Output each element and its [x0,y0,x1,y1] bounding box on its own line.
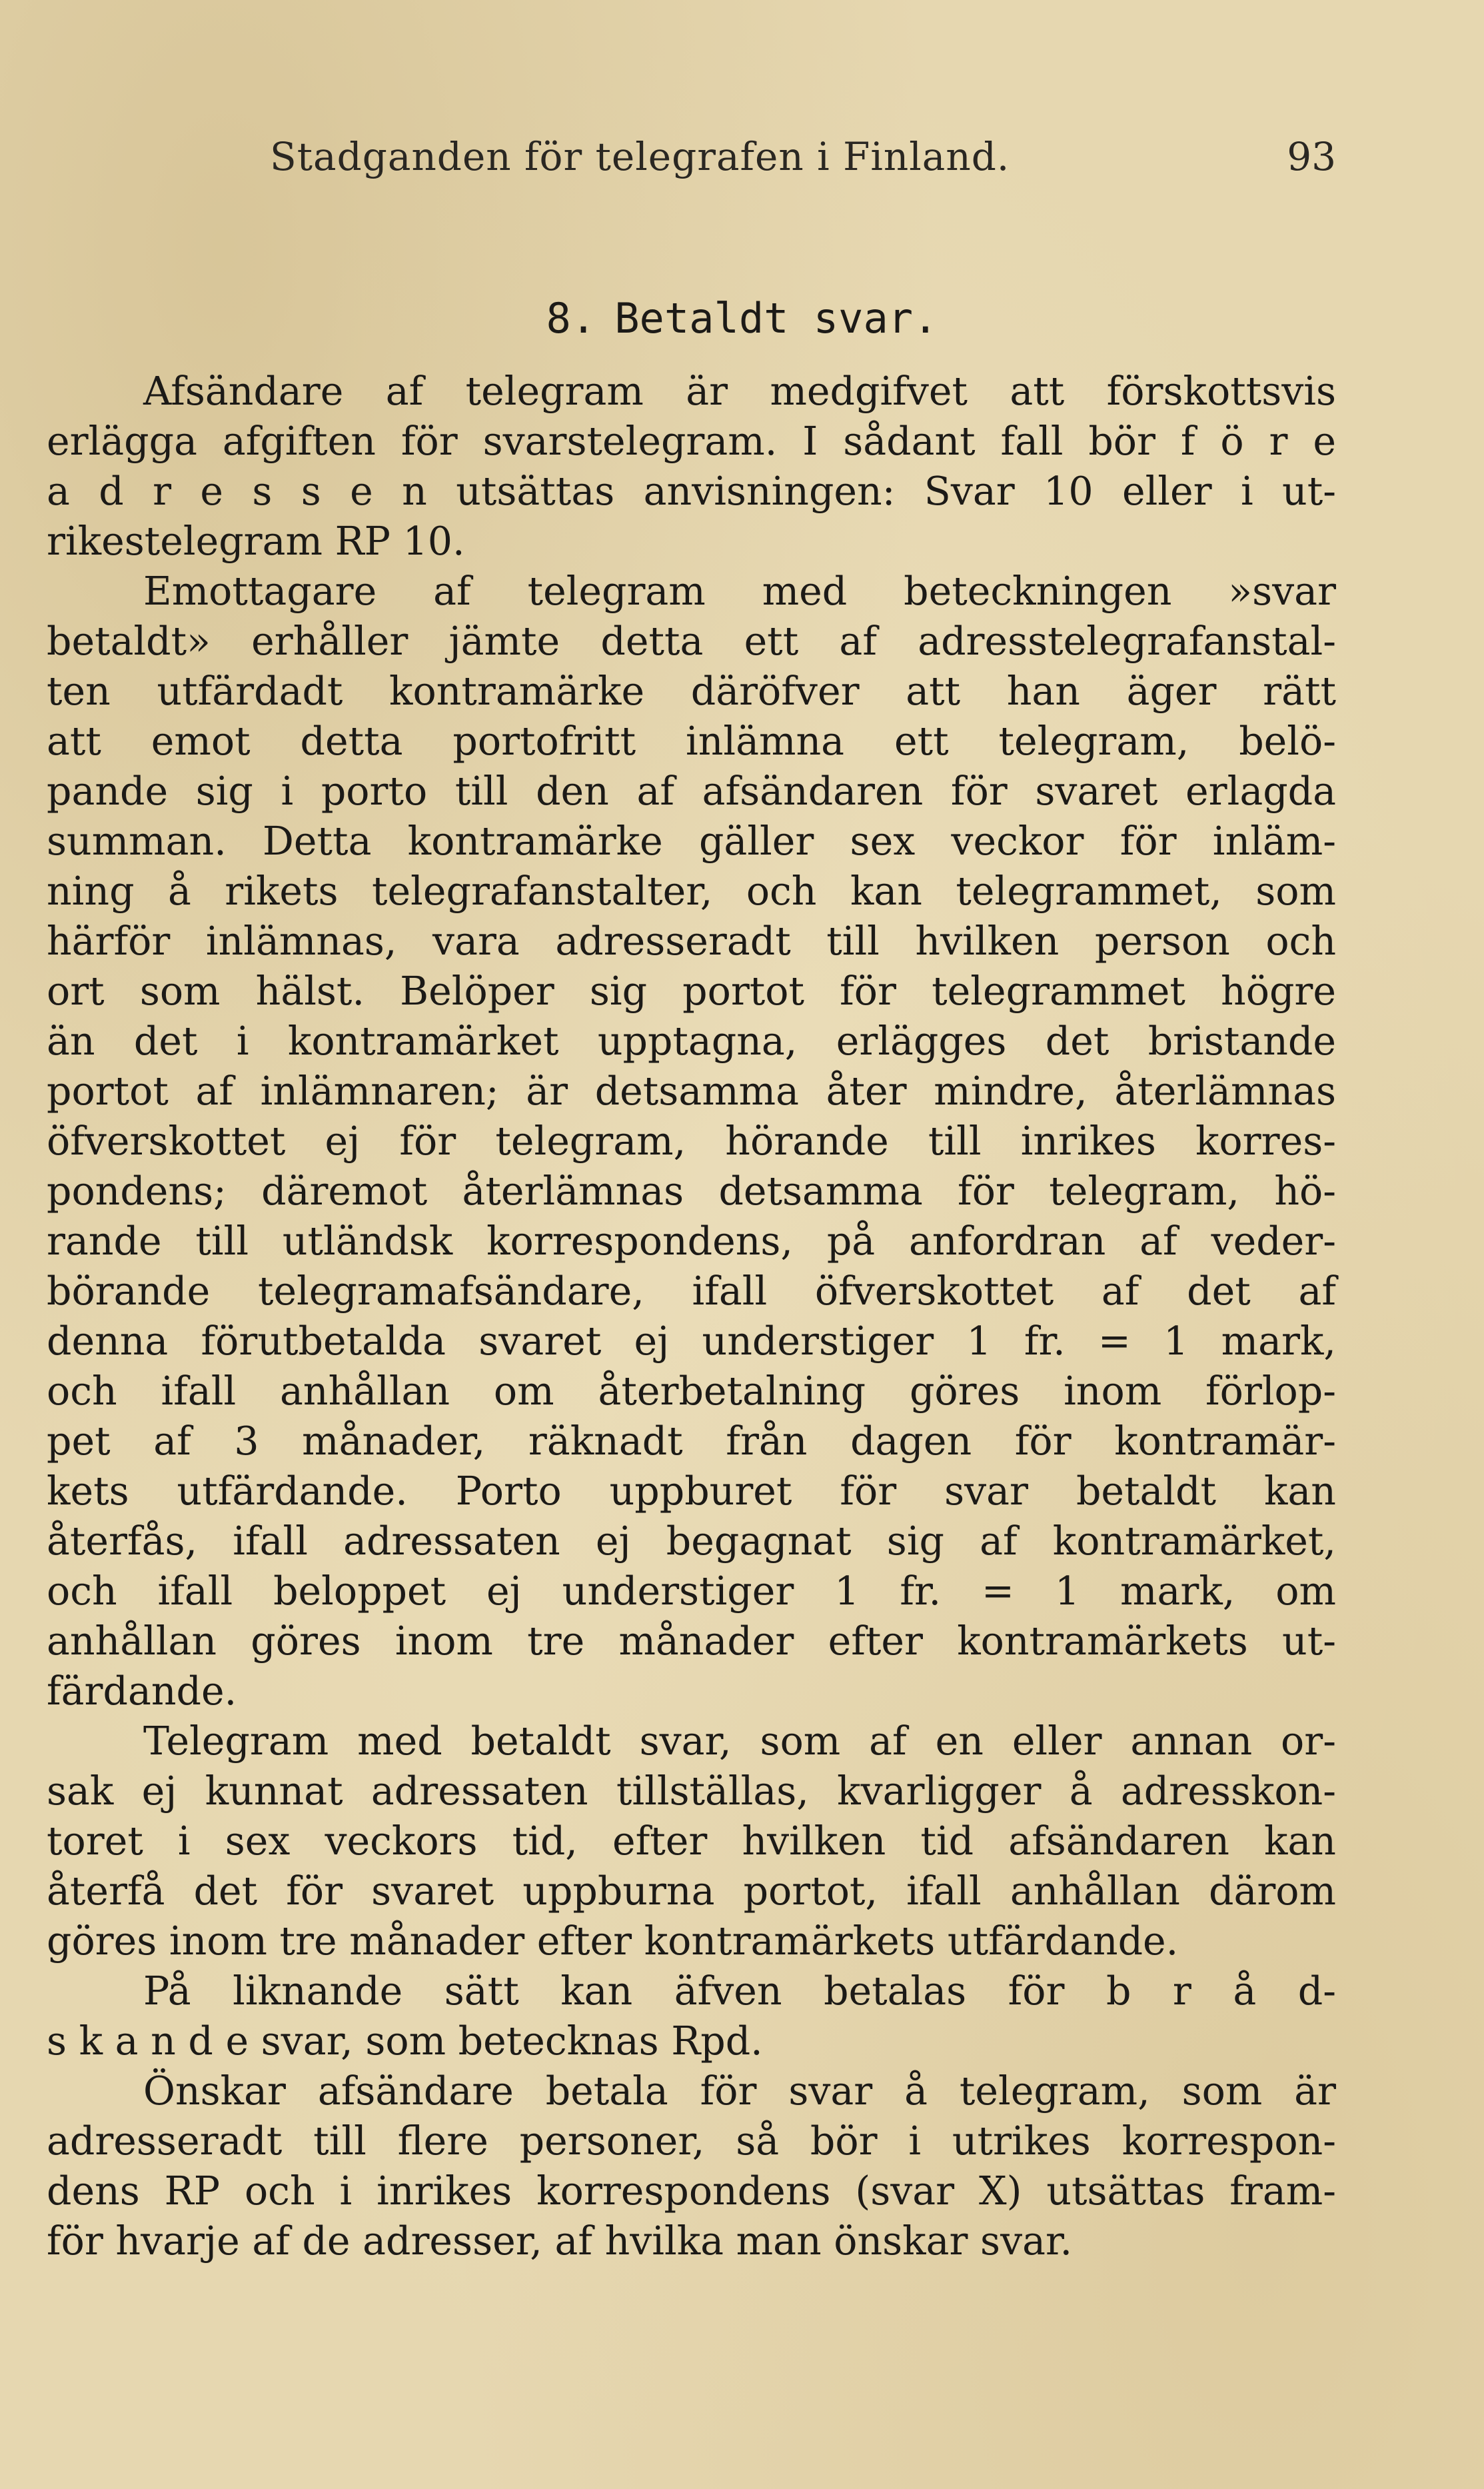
text-line: a d r e s s e n utsättas anvisningen: Svar 10 eller i ut- [47,469,1336,514]
text-line: adresseradt till flere personer, så bör i utrikes korrespon- [47,2118,1336,2164]
text-line: att emot detta portofritt inlämna ett telegram, belö- [47,719,1336,764]
text-line: pande sig i porto till den af afsändaren för svaret erlagda [47,769,1336,814]
text-line: Telegram med betaldt svar, som af en eller annan or- [143,1718,1336,1764]
text-line: och ifall anhållan om återbetalning göres inom förlop- [47,1368,1336,1414]
section-number: 8. [546,294,596,343]
text-line: ten utfärdadt kontramärke däröfver att han äger rätt [47,669,1336,714]
page-number: 93 [1287,134,1336,179]
text-line: betaldt» erhåller jämte detta ett af adresstelegrafanstal- [47,619,1336,664]
text-line: toret i sex veckors tid, efter hvilken tid afsändaren kan [47,1818,1336,1864]
text-line: börande telegramafsändare, ifall öfverskottet af det af [47,1268,1336,1314]
text-line: Önskar afsändare betala för svar å telegram, som är [143,2068,1336,2114]
section-heading [0,292,1484,345]
text-line: återfå det för svaret uppburna portot, ifall anhållan därom [47,1868,1336,1914]
text-line: rikestelegram RP 10. [47,519,465,564]
text-line: återfås, ifall adressaten ej begagnat sig af kontramärket, [47,1518,1336,1564]
text-line: s k a n d e svar, som betecknas Rpd. [47,2018,763,2064]
text-line: Afsändare af telegram är medgifvet att förskottsvis [143,369,1336,414]
paragraph [47,2066,1336,2266]
text-line: för hvarje af de adresser, af hvilka man önskar svar. [47,2218,1073,2264]
text-line: anhållan göres inom tre månader efter kontramärkets ut- [47,1618,1336,1664]
text-line: öfverskottet ej för telegram, hörande till inrikes korres- [47,1119,1336,1164]
text-line: På liknande sätt kan äfven betalas för b r å d- [143,1968,1336,2014]
text-line: ning å rikets telegrafanstalter, och kan telegrammet, som [47,869,1336,914]
text-line: pet af 3 månader, räknadt från dagen för kontramär- [47,1418,1336,1464]
paragraph [47,567,1336,1716]
section-title: Betaldt svar. [614,294,938,343]
text-line: pondens; däremot återlämnas detsamma för telegram, hö- [47,1169,1336,1214]
text-line: än det i kontramärket upptagna, erlägges det bristande [47,1019,1336,1064]
paragraph [47,367,1336,567]
text-line: Emottagare af telegram med beteckningen »svar [143,569,1336,614]
text-line: denna förutbetalda svaret ej understiger 1 fr. = 1 mark, [47,1318,1336,1364]
text-line: summan. Detta kontramärke gäller sex veckor för inläm- [47,819,1336,864]
text-line: erlägga afgiften för svarstelegram. I sådant fall bör f ö r e [47,419,1336,464]
text-line: sak ej kunnat adressaten tillställas, kvarligger å adresskon- [47,1768,1336,1814]
text-line: härför inlämnas, vara adresseradt till hvilken person och [47,919,1336,964]
paragraph [47,1966,1336,2066]
body-text [47,367,1336,2266]
text-line: färdande. [47,1668,237,1714]
paragraph [47,1716,1336,1966]
text-line: och ifall beloppet ej understiger 1 fr. = 1 mark, om [47,1568,1336,1614]
text-line: kets utfärdande. Porto uppburet för svar betaldt kan [47,1468,1336,1514]
text-line: ort som hälst. Belöper sig portot för telegrammet högre [47,969,1336,1014]
text-line: göres inom tre månader efter kontramärkets utfärdande. [47,1918,1179,1964]
text-line: portot af inlämnaren; är detsamma åter mindre, återlämnas [47,1069,1336,1114]
text-line: dens RP och i inrikes korrespondens (svar X) utsättas fram- [47,2168,1336,2214]
page-header [270,130,1336,183]
text-line: rande till utländsk korrespondens, på anfordran af veder- [47,1219,1336,1264]
running-title: Stadganden för telegrafen i Finland. [270,134,1010,179]
